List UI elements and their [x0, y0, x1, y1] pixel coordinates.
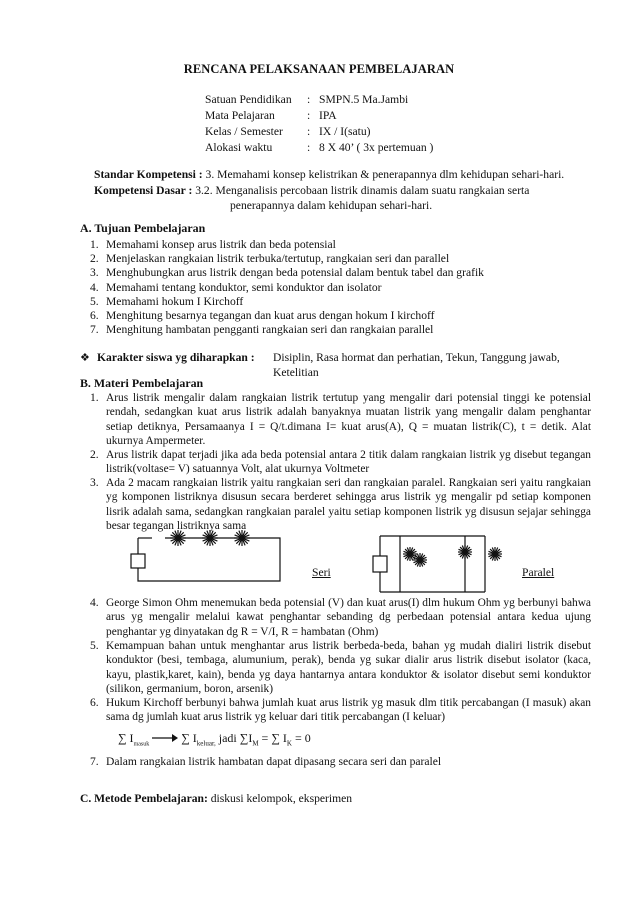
identity-label: Satuan Pendidikan [205, 93, 292, 106]
section-c-heading: C. Metode Pembelajaran: [80, 792, 208, 805]
standar-label: Standar Kompetensi : [94, 168, 203, 181]
tujuan-number: 3. [90, 266, 99, 280]
materi-number: 4. [90, 596, 99, 609]
identity-value: IPA [319, 109, 337, 122]
section-c [80, 792, 352, 806]
identity-value: 8 X 40’ ( 3x pertemuan ) [319, 141, 434, 154]
tujuan-item: Menghitung besarnya tegangan dan kuat arus dengan hokum I kirchoff [106, 309, 435, 322]
formula-text: = 0 [291, 731, 311, 745]
lamp-icon [488, 547, 502, 561]
tujuan-number: 4. [90, 280, 99, 294]
kompetensi-dasar [94, 183, 529, 198]
materi-item: Kemampuan bahan untuk menghantar arus listrik berbeda-beda, bahan yg mudah dialiri listrik disebut konduktor (besi, tembaga, alumunium, perak), benda yg sukar dialir arus listrik disebut isolator (kaca, kayu, plastik,karet, kain), benda yg daya hantarnya antara konduktor & isolator disebut semi konduktor (silikon, germanium, boron, arsenik) [106, 640, 591, 695]
section-a-heading: A. Tujuan Pembelajaran [80, 221, 206, 235]
tujuan-number: 6. [90, 309, 99, 322]
section-b-heading: B. Materi Pembelajaran [80, 376, 204, 390]
tujuan-number: 7. [90, 323, 99, 337]
materi-item: Hukum Kirchoff berbunyi bahwa jumlah kuat arus listrik yg masuk dlm titik percabangan (I masuk) akan sama dg jumlah kuat arus listrik yg keluar dari titik percabangan (I keluar) [106, 697, 591, 724]
materi-number: 6. [90, 696, 99, 709]
karakter-label: Karakter siswa yg diharapkan : [97, 351, 255, 364]
formula-sigma: ∑ I [181, 731, 197, 745]
identity-label: Alokasi waktu [205, 141, 273, 154]
identity-value: SMPN.5 Ma.Jambi [319, 93, 409, 106]
karakter-bullet-icon: ❖ [80, 352, 90, 364]
tujuan-item: Memahami konsep arus listrik dan beda potensial [106, 238, 336, 251]
identity-value: IX / I(satu) [319, 125, 371, 138]
page-title: RENCANA PELAKSANAAN PEMBELAJARAN [183, 62, 455, 76]
materi-number: 5. [90, 639, 99, 652]
formula-sub: keluar, [196, 739, 216, 748]
arrow-right-icon [152, 733, 178, 743]
materi-number: 3. [90, 476, 99, 489]
materi-item: Arus listrik mengalir dalam rangkaian listrik tertutup yang mengalir dari potensial tinggi ke potensial rendah, sedangkan kuat arus listrik adalah banyaknya muatan listrik yang mengalir dalam penghantar setiap detiknya, Persamaanya I = Q/t.dimana I= kuat arus(A), Q = muatan listrik(C), t = detik. Alat ukurnya Ampermeter. [106, 392, 591, 447]
battery-icon [131, 554, 145, 568]
identity-colon: : [307, 109, 311, 122]
identity-colon: : [307, 141, 311, 154]
formula-text: = ∑ I [258, 731, 287, 745]
formula-text: jadi ∑I [215, 731, 253, 745]
karakter-text: Disiplin, Rasa hormat dan perhatian, Tekun, Tanggung jawab, [273, 351, 560, 364]
lamp-icon [234, 530, 250, 546]
materi-item: Dalam rangkaian listrik hambatan dapat dipasang secara seri dan paralel [106, 755, 442, 768]
kompetensi-text: 3.2. Menganalisis percobaan listrik dinamis dalam suatu rangkaian serta [192, 184, 530, 197]
tujuan-item: Menghitung hambatan pengganti rangkaian seri dan rangkaian parallel [106, 323, 434, 337]
kompetensi-label: Kompetensi Dasar : [94, 184, 193, 197]
materi-item: Ada 2 macam rangkaian listrik yaitu rangkaian seri dan rangkaian paralel. Rangkaian seri yaitu rangkaian yg komponen listriknya disusun secara berderet sehingga arus listrik yg mengalir pd setiap komponen lisrik adalah sama, sedangkan rangkaian paralel yaitu setiap komponen listrik yg disusun sejajar sehingga besar tegangan listriknya sama [106, 477, 591, 532]
identity-label: Kelas / Semester [205, 125, 283, 138]
materi-number: 2. [90, 448, 99, 461]
identity-colon: : [307, 125, 311, 138]
tujuan-item: Menghubungkan arus listrik dengan beda potensial dalam bentuk tabel dan grafik [106, 266, 484, 280]
tujuan-number: 2. [90, 252, 99, 266]
lamp-icon [458, 545, 472, 559]
lamp-icon [403, 547, 417, 561]
series-circuit-diagram [120, 526, 320, 591]
standar-kompetensi [94, 167, 564, 182]
lamp-icon [170, 530, 186, 546]
battery-icon [373, 556, 387, 572]
formula-sigma: ∑ I [118, 731, 134, 745]
formula-sub: masuk [133, 741, 150, 748]
tujuan-item: Memahami tentang konduktor, semi konduktor dan isolator [106, 280, 382, 294]
tujuan-item: Memahami hokum I Kirchoff [106, 294, 244, 308]
identity-colon: : [307, 93, 311, 106]
standar-text: 3. Memahami konsep kelistrikan & penerapannya dlm kehidupan sehari-hari. [202, 168, 565, 181]
materi-item: George Simon Ohm menemukan beda potensial (V) dan kuat arus(I) dlm hukum Ohm yg berbunyi bahwa arus yg mengalir melalui kawat penghantar sebanding dg perbedaan potensial antara kedua ujung penghantar yg dinyatakan dg R = V/I, R = hambatan (Ohm) [106, 597, 591, 638]
tujuan-item: Menjelaskan rangkaian listrik terbuka/tertutup, rangkaian seri dan parallel [106, 252, 450, 266]
parallel-circuit-diagram [360, 530, 530, 600]
tujuan-number: 5. [90, 294, 99, 308]
series-label: Seri [312, 566, 331, 579]
materi-number: 1. [90, 391, 99, 404]
tujuan-number: 1. [90, 238, 99, 251]
parallel-label: Paralel [522, 566, 555, 579]
section-c-text: diskusi kelompok, eksperimen [207, 792, 353, 805]
formula-sub: K [286, 739, 292, 748]
kompetensi-text-cont: penerapannya dalam kehidupan sehari-hari. [230, 199, 433, 212]
materi-number: 7. [90, 755, 99, 768]
formula-sub: M [252, 739, 259, 748]
series-wire [138, 538, 280, 581]
identity-label: Mata Pelajaran [205, 109, 275, 122]
karakter-text-cont: Ketelitian [273, 366, 319, 379]
kirchoff-formula [118, 731, 311, 751]
lamp-icon [413, 553, 427, 567]
materi-item: Arus listrik dapat terjadi jika ada beda potensial antara 2 titik dalam rangkaian listrik yg disebut tegangan listrik(voltase= V) satuannya Volt, alat ukurnya Voltmeter [106, 449, 591, 476]
lamp-icon [202, 530, 218, 546]
